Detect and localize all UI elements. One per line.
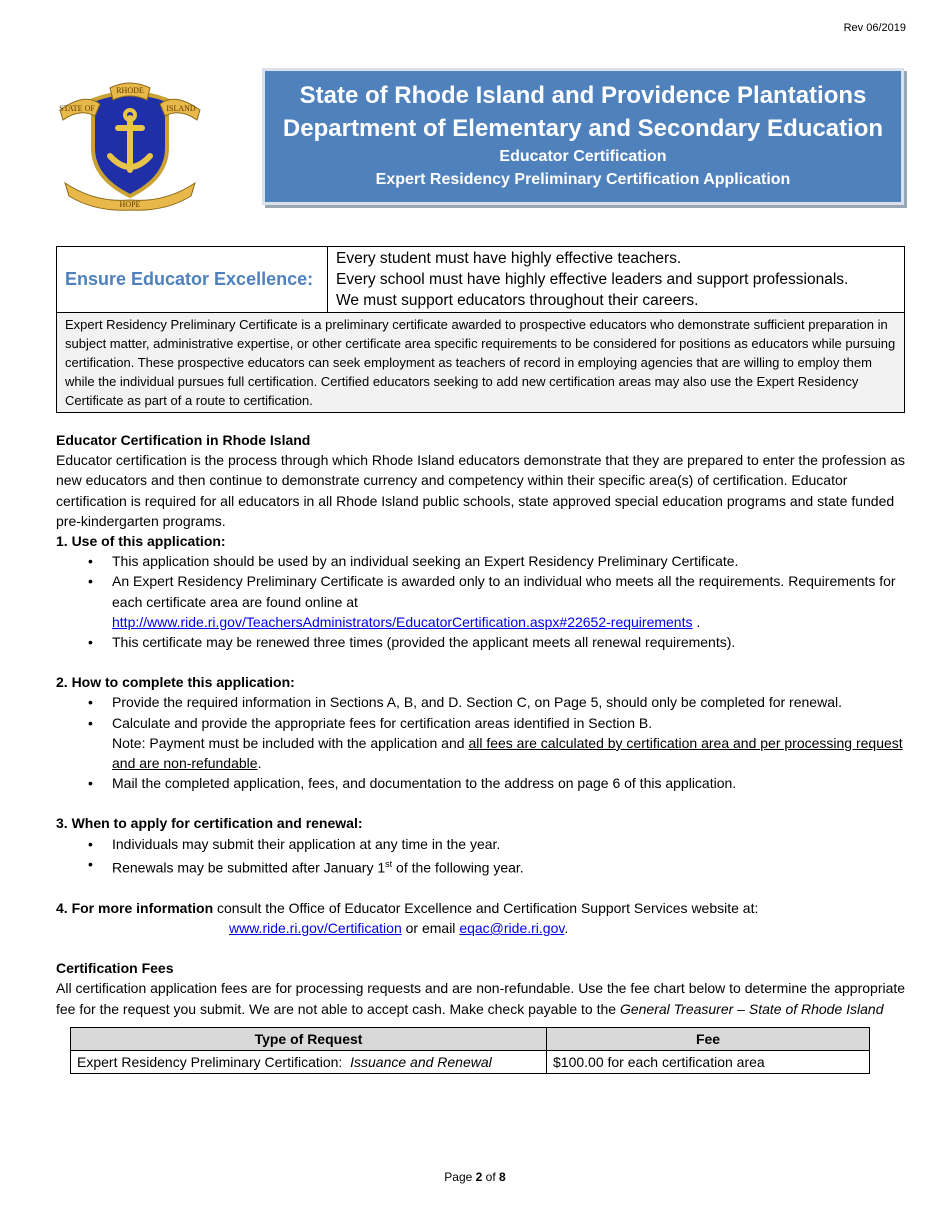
seal-top-text: RHODE xyxy=(116,86,144,95)
instructions-body xyxy=(56,430,906,1074)
certificate-description: Expert Residency Preliminary Certificate is a preliminary certificate awarded to prospective educators who demonstrate sufficient preparation in subject matter, administrative expertise, or other certificate area specific requirements to be considered for positions as educators while pursuing certification. These prospective educators can seek employment as teachers of record in employing agencies that are willing to employ them while the individual pursues full certification. Certified educators seeking to add new certification areas may also use the Expert Residency Certificate as part of a route to certification. xyxy=(57,313,905,413)
rhode-island-seal xyxy=(55,78,205,213)
excellence-title: Ensure Educator Excellence: xyxy=(57,247,328,313)
payee-name: General Treasurer – State of Rhode Island xyxy=(619,1000,884,1017)
section4-text: 4. For more information consult the Office of Educator Excellence and Certification Support Services website at: xyxy=(56,899,759,916)
seal-left-text: STATE OF xyxy=(59,104,95,113)
excellence-goal: Every school must have highly effective leaders and support professionals. xyxy=(336,271,849,288)
header-banner xyxy=(262,68,904,205)
section2-heading: 2. How to complete this application: xyxy=(56,674,295,691)
list-item: • Individuals may submit their application at any time in the year. xyxy=(112,834,906,854)
excellence-goal: Every student must have highly effective teachers. xyxy=(336,250,682,267)
section4-heading: 4. For more information xyxy=(56,899,214,916)
intro-heading: Educator Certification in Rhode Island xyxy=(56,432,311,448)
list-item: • Calculate and provide the appropriate fees for certification areas identified in Section B. Note: Payment must be included with the application and all fees are calculated by certification area and per processing request and are non-refundable. xyxy=(112,713,906,774)
fees-heading: Certification Fees xyxy=(56,960,174,977)
header-department-title: Department of Elementary and Secondary Education xyxy=(282,115,884,142)
header-application-title: Expert Residency Preliminary Certification Application xyxy=(375,171,791,188)
seal-bottom-text: HOPE xyxy=(119,200,141,209)
section1-heading: 1. Use of this application: xyxy=(56,533,226,550)
page-number: Page 2 of 8 xyxy=(444,1170,506,1184)
section3-list xyxy=(56,834,906,878)
fee-request-cell: Expert Residency Preliminary Certification: Issuance and Renewal xyxy=(71,1050,547,1073)
section3-heading: 3. When to apply for certification and renewal: xyxy=(56,815,363,832)
section2-list xyxy=(56,692,906,793)
fee-table xyxy=(70,1027,870,1074)
excellence-box xyxy=(56,246,905,413)
revision-date: Rev 06/2019 xyxy=(843,22,906,34)
fee-table-header: Fee xyxy=(547,1027,870,1050)
list-item: • Renewals may be submitted after January 1st of the following year. xyxy=(112,854,906,878)
excellence-goals xyxy=(328,247,905,313)
intro-text: Educator certification is the process through which Rhode Island educators demonstrate that they are prepared to enter the profession as new educators and then continue to demonstrate currency and competency within their specific area(s) of certification. Educator certification is required for all educators in all Rhode Island public schools, state approved special education programs and state funded pre-kindergarten programs. xyxy=(56,452,906,529)
table-row xyxy=(71,1050,870,1073)
fees-note-underlined: all fees are calculated by certification area and per processing request and are non-refundable xyxy=(112,734,903,772)
list-item: • Mail the completed application, fees, and documentation to the address on page 6 of this application. xyxy=(112,773,906,793)
seal-right-text: ISLAND xyxy=(166,104,196,113)
contact-links: www.ride.ri.gov/Certification or email eqac@ride.ri.gov. xyxy=(229,919,569,936)
email-link[interactable]: eqac@ride.ri.gov xyxy=(459,919,565,936)
header-state-title: State of Rhode Island and Providence Plantations xyxy=(299,82,867,109)
list-item: • An Expert Residency Preliminary Certificate is awarded only to an individual who meets all the requirements. Requirements for each certificate area are found online at http://www.ride.ri.gov/TeachersAdministrators/EducatorCertification.aspx#22652-requirements . xyxy=(112,571,906,632)
header-office: Educator Certification xyxy=(499,148,667,165)
excellence-goal: We must support educators throughout their careers. xyxy=(336,292,699,309)
fee-table-header: Type of Request xyxy=(71,1027,547,1050)
requirements-link[interactable]: http://www.ride.ri.gov/TeachersAdministrators/EducatorCertification.aspx#22652-requirements xyxy=(112,613,693,630)
certification-website-link[interactable]: www.ride.ri.gov/Certification xyxy=(229,919,402,936)
fee-amount-cell: $100.00 for each certification area xyxy=(547,1050,870,1073)
section1-list xyxy=(56,551,906,652)
list-item: • This certificate may be renewed three times (provided the applicant meets all renewal requirements). xyxy=(112,632,906,652)
list-item: • Provide the required information in Sections A, B, and D. Section C, on Page 5, should only be completed for renewal. xyxy=(112,692,906,712)
list-item: • This application should be used by an individual seeking an Expert Residency Preliminary Certificate. xyxy=(112,551,906,571)
fees-text: All certification application fees are for processing requests and are non-refundable. Use the fee chart below to determine the appropriate fee for the request you submit. We are not able to accept cash. Make check payable to the General Treasurer – State of Rhode Island xyxy=(56,980,906,1017)
